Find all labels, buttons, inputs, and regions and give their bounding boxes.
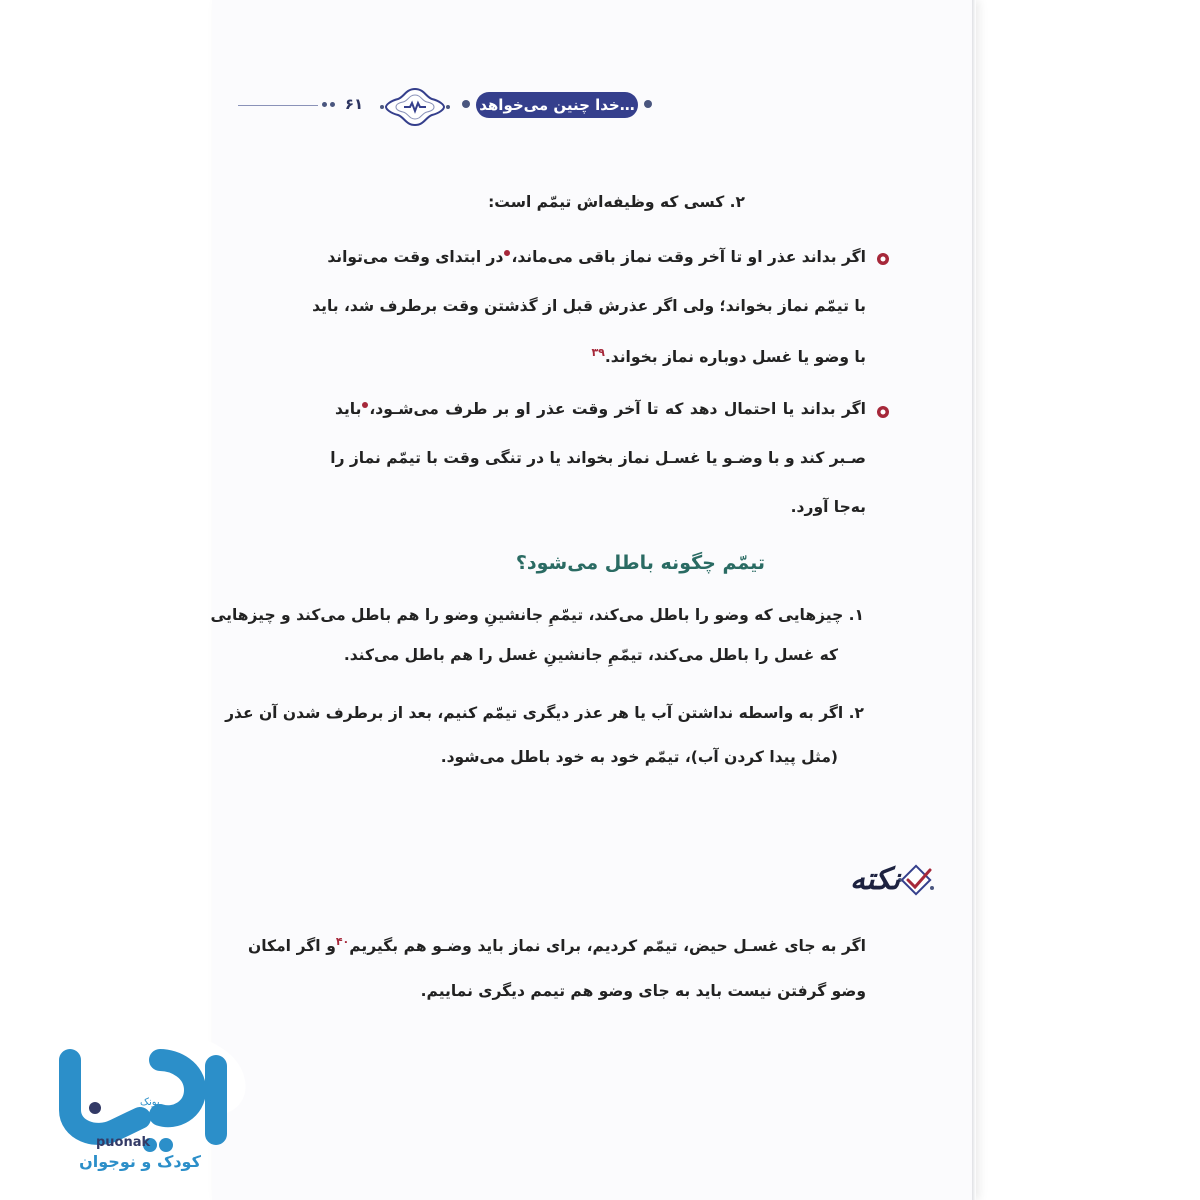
bullet1-line3: [591, 346, 866, 366]
logo-subtitle: کودک و نوجوان: [79, 1152, 201, 1171]
section-item1-line1: ۱. چیزهایی که وضو را باطل می‌کند، تیمّمِ جانشینِ وضو را هم باطل می‌کند و چیزهایی: [210, 606, 864, 624]
bullet2-line1: [335, 400, 866, 418]
footnote-number: ۴۰: [335, 935, 350, 948]
flower-bullet-icon: [876, 405, 890, 419]
bullet1-line1-text-a: اگر بداند عذر او تا آخر وقت نماز باقی می‌ماند،: [511, 248, 866, 266]
note-line2: وضو گرفتن نیست باید به جای وضو هم تیمم دیگری نماییم.: [420, 982, 866, 1000]
section-item1-line2: که غسل را باطل می‌کند، تیمّمِ جانشینِ غسل را هم باطل می‌کند.: [343, 646, 838, 664]
title-dot: [462, 100, 470, 108]
item-heading: ۲. کسی که وظیفه‌اش تیمّم است:: [488, 193, 745, 211]
note-check-icon: [896, 862, 936, 898]
page-number: ۶۱: [344, 95, 364, 113]
section-heading: تیمّم چگونه باطل می‌شود؟: [515, 552, 765, 574]
logo-latin-text: puonak: [96, 1135, 151, 1150]
section-item2-line1: ۲. اگر به واسطه نداشتن آب یا هر عذر دیگری تیمّم کنیم، بعد از برطرف شدن آن عذر: [225, 704, 864, 722]
title-dot: [644, 100, 652, 108]
note-line1: [248, 935, 866, 955]
header-rule: [238, 105, 318, 106]
header-dot: [322, 102, 327, 107]
header-ornament-icon: [380, 85, 450, 129]
book-title-badge: خدا چنین می‌خواهد…: [476, 92, 638, 118]
section-item2-line2: (مثل پیدا کردن آب)، تیمّم خود به خود باطل می‌شود.: [440, 748, 838, 766]
footnote-number: ۳۹: [591, 346, 605, 359]
footnote-marker: [362, 402, 368, 408]
book-page: [212, 0, 972, 1200]
bullet2-line1-text-a: اگر بداند یا احتمال دهد که تا آخر وقت عذر او بر طرف می‌شـود،: [369, 400, 866, 418]
logo-word: پونک: [140, 1097, 160, 1108]
footnote-marker: [504, 250, 510, 256]
flower-bullet-icon: [876, 252, 890, 266]
bullet1-line1: [327, 248, 866, 266]
header-dot: [330, 102, 335, 107]
bullet1-line2: با تیمّم نماز بخواند؛ ولی اگر عذرش قبل از گذشتن وقت برطرف شد، باید: [312, 297, 866, 315]
note-line1-text-b: و اگر امکان: [248, 937, 336, 956]
note-line1-text-a: اگر به جای غسـل حیض، تیمّم کردیم، برای نماز باید وضـو هم بگیریم: [349, 937, 866, 956]
bullet1-line1-text-b: در ابتدای وقت می‌تواند: [327, 248, 504, 266]
bullet2-line2: صـبر کند و با وضـو یا غسـل نماز بخواند یا در تنگی وقت با تیمّم نماز را: [330, 449, 866, 467]
bullet2-line3: به‌جا آورد.: [790, 498, 866, 516]
page-edge: [972, 0, 976, 1200]
bullet2-line1-text-b: باید: [335, 400, 362, 418]
note-title: نکته: [850, 862, 901, 897]
bullet1-line3-text: با وضو یا غسل دوباره نماز بخواند.: [604, 348, 866, 367]
